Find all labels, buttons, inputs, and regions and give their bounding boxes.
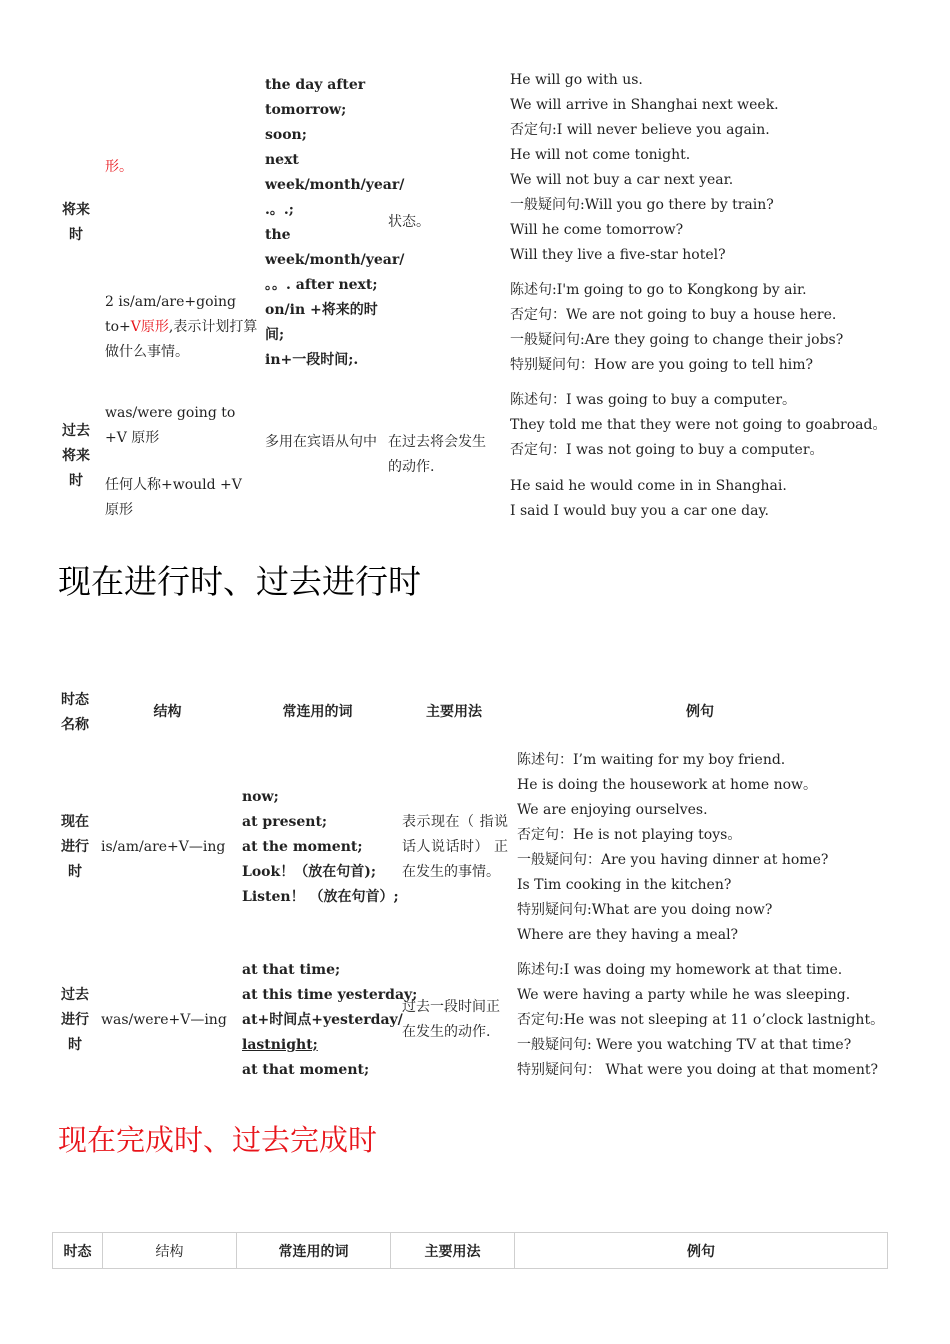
example-sentence: He is doing the housework at home now。 bbox=[517, 777, 818, 793]
future-examples-will bbox=[510, 68, 779, 268]
common-word: Listen！ （放在句首）; bbox=[242, 889, 399, 905]
header-common-words: 常连用的词 bbox=[236, 1232, 391, 1269]
future-word: in+一段时间;. bbox=[265, 352, 359, 368]
example-sentence: We are enjoying ourselves. bbox=[517, 802, 708, 818]
example-sentence: Will they live a five-star hotel? bbox=[510, 247, 726, 263]
present-progressive-name: 现在进行时 bbox=[61, 814, 89, 880]
example-sentence: 否定句:He was not sleeping at 11 o’clock lastnight。 bbox=[517, 1012, 885, 1028]
future-struct1-tail: 形。 bbox=[105, 159, 133, 175]
past-future-usage: 在过去将会发生的动作. bbox=[388, 434, 486, 475]
example-sentence: He will not come tonight. bbox=[510, 147, 691, 163]
header-tense-name: 时态名称 bbox=[61, 692, 89, 733]
future-struct2-red: V原形 bbox=[130, 319, 169, 335]
header-main-usage: 主要用法 bbox=[390, 1232, 515, 1269]
present-progressive-usage: 表示现在（ 指说话人说话时） 正在发生的事情。 bbox=[402, 814, 508, 880]
example-sentence: 一般疑问句:Will you go there by train? bbox=[510, 197, 774, 213]
future-word: tomorrow; bbox=[265, 102, 347, 118]
common-word: at this time yesterday; bbox=[242, 987, 418, 1003]
example-sentence: 否定句：I was not going to buy a computer。 bbox=[510, 442, 824, 458]
header-common-words: 常连用的词 bbox=[282, 704, 353, 720]
header-examples: 例句 bbox=[686, 704, 714, 720]
example-sentence: 陈述句：I’m waiting for my boy friend. bbox=[517, 752, 786, 768]
header-structure: 结构 bbox=[102, 1232, 237, 1269]
present-progressive-words bbox=[242, 785, 399, 910]
example-sentence: Is Tim cooking in the kitchen? bbox=[517, 877, 732, 893]
common-word: at+时间点+yesterday/ bbox=[242, 1012, 403, 1028]
past-progressive-name: 过去进行时 bbox=[61, 987, 89, 1053]
future-word: on/in +将来的时 bbox=[265, 302, 378, 318]
past-progressive-words bbox=[242, 958, 417, 1083]
future-examples-going-to bbox=[510, 278, 843, 378]
future-words bbox=[265, 73, 404, 373]
example-sentence: 否定句：We are not going to buy a house here. bbox=[510, 307, 837, 323]
header-structure: 结构 bbox=[153, 704, 182, 720]
common-word: at the moment; bbox=[242, 839, 363, 855]
section-title-progressive: 现在进行时、过去进行时 bbox=[58, 562, 421, 601]
present-progressive-struct: is/am/are+V—ing bbox=[101, 839, 226, 855]
future-word: .。.; bbox=[265, 202, 294, 218]
past-future-examples-would bbox=[510, 474, 787, 524]
past-progressive-struct: was/were+V—ing bbox=[101, 1012, 227, 1028]
past-progressive-examples bbox=[517, 958, 884, 1083]
example-sentence: I said I would buy you a car one day. bbox=[510, 503, 769, 519]
past-future-words: 多用在宾语从句中 bbox=[265, 434, 377, 450]
example-sentence: They told me that they were not going to goabroad。 bbox=[510, 417, 887, 433]
future-struct2 bbox=[105, 290, 260, 365]
present-progressive-examples bbox=[517, 748, 828, 948]
example-sentence: 一般疑问句:Are they going to change their jobs? bbox=[510, 332, 844, 348]
past-progressive-usage: 过去一段时间正在发生的动作. bbox=[402, 999, 500, 1040]
future-struct2-rest: ,表示计划打算做什么事情。 bbox=[105, 319, 258, 360]
header-examples: 例句 bbox=[514, 1232, 888, 1269]
section-title-perfect: 现在完成时、过去完成时 bbox=[58, 1123, 378, 1157]
future-tense-name: 将来时 bbox=[62, 202, 90, 243]
future-word: 。。. after next; bbox=[265, 277, 378, 293]
past-future-struct1: was/were going to +V 原形 bbox=[105, 405, 236, 446]
future-word: the bbox=[265, 227, 291, 243]
future-struct2-prefix: 2 is/am/are+going to+ bbox=[105, 294, 236, 335]
future-word: next bbox=[265, 152, 299, 168]
common-word: Look！（放在句首); bbox=[242, 864, 377, 880]
example-sentence: He said he would come in in Shanghai. bbox=[510, 478, 787, 494]
example-sentence: Where are they having a meal? bbox=[517, 927, 739, 943]
future-word: soon; bbox=[265, 127, 307, 143]
common-word: lastnight; bbox=[242, 1037, 318, 1053]
example-sentence: 否定句：He is not playing toys。 bbox=[517, 827, 742, 843]
header-tense: 时态 bbox=[52, 1232, 103, 1269]
example-sentence: 陈述句：I was going to buy a computer。 bbox=[510, 392, 797, 408]
example-sentence: 特别疑问句：How are you going to tell him? bbox=[510, 357, 814, 373]
future-usage: 状态。 bbox=[388, 214, 430, 230]
past-future-struct2: 任何人称+would +V 原形 bbox=[105, 477, 242, 518]
example-sentence: 陈述句:I'm going to go to Kongkong by air. bbox=[510, 282, 807, 298]
example-sentence: 特别疑问句： What were you doing at that moment? bbox=[517, 1062, 878, 1078]
example-sentence: We will not buy a car next year. bbox=[510, 172, 734, 188]
example-sentence: We were having a party while he was sleeping. bbox=[517, 987, 851, 1003]
future-word: 间; bbox=[265, 327, 285, 343]
example-sentence: 否定句:I will never believe you again. bbox=[510, 122, 770, 138]
example-sentence: He will go with us. bbox=[510, 72, 643, 88]
common-word: at that moment; bbox=[242, 1062, 370, 1078]
example-sentence: 一般疑问句：Are you having dinner at home? bbox=[517, 852, 829, 868]
past-future-examples-going-to bbox=[510, 388, 886, 463]
common-word: at present; bbox=[242, 814, 328, 830]
example-sentence: 特别疑问句:What are you doing now? bbox=[517, 902, 773, 918]
future-word: week/month/year/ bbox=[265, 177, 405, 193]
common-word: now; bbox=[242, 789, 279, 805]
future-word: week/month/year/ bbox=[265, 252, 405, 268]
example-sentence: We will arrive in Shanghai next week. bbox=[510, 97, 779, 113]
example-sentence: 陈述句:I was doing my homework at that time. bbox=[517, 962, 843, 978]
common-word: at that time; bbox=[242, 962, 341, 978]
example-sentence: Will he come tomorrow? bbox=[510, 222, 684, 238]
past-future-tense-name: 过去将来时 bbox=[62, 423, 90, 489]
example-sentence: 一般疑问句: Were you watching TV at that time? bbox=[517, 1037, 852, 1053]
header-main-usage: 主要用法 bbox=[426, 704, 482, 720]
future-word: the day after bbox=[265, 77, 366, 93]
